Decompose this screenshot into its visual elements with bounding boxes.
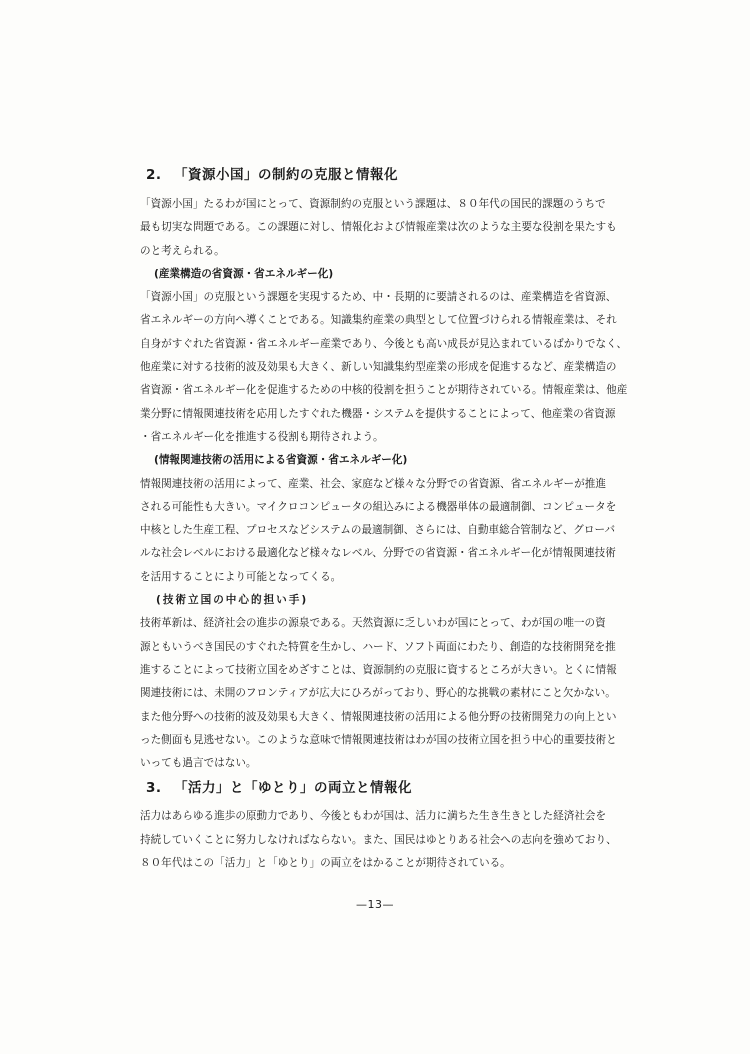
section-2-number: 2. — [146, 167, 162, 183]
text-line: 自身がすぐれた省資源・省エネルギー産業であり、今後とも高い成長が見込まれているばかりでなく、 — [140, 337, 628, 350]
text-line: 業分野に情報関連技術を応用したすぐれた機器・システムを提供することによって、他産業の省資源 — [140, 407, 616, 420]
section-2-title: 「資源小国」の制約の克服と情報化 — [174, 167, 398, 183]
text-line: ルな社会レベルにおける最適化など様々なレベル、分野での省資源・省エネルギー化が情報関連技術 — [140, 547, 616, 560]
text-line: ８０年代はこの「活力」と「ゆとり」の両立をはかることが期待されている。 — [140, 857, 511, 870]
text-line: 進することによって技術立国をめざすことは、資源制約の克服に資するところが大きい。とくに情報 — [140, 663, 617, 676]
text-line: を活用することにより可能となってくる。 — [140, 570, 342, 583]
text-line: される可能性も大きい。マイクロコンピュータの組込みによる機器単体の最適制御、コンピュータを — [140, 500, 617, 513]
text-line: 情報関連技術の活用によって、産業、社会、家庭など様々な分野での省資源、省エネルギーが推進 — [140, 477, 606, 490]
text-line: 最も切実な問題である。この課題に対し、情報化および情報産業は次のような主要な役割を果たすも — [140, 221, 617, 234]
text-line: また他分野への技術的波及効果も大きく、情報関連技術の活用による他分野の技術開発力の向上とい — [140, 710, 617, 723]
subheading-info-tech-utilization: (情報関連技術の活用による省資源・省エネルギー化) — [154, 454, 408, 467]
section-3-number: 3. — [146, 780, 162, 797]
section-3-heading — [140, 776, 635, 796]
paragraph-industrial-structure — [140, 286, 635, 449]
text-line: 関連技術には、未開のフロンティアが広大にひろがっており、野心的な挑戦の素材にこと欠かない。 — [140, 687, 616, 700]
paragraph-tech-nation — [140, 612, 635, 775]
text-line: いっても過言ではない。 — [140, 757, 257, 770]
text-line: 「資源小国」たるわが国にとって、資源制約の克服という課題は、８０年代の国民的課題のうちで — [140, 198, 606, 210]
page-content — [140, 163, 635, 875]
text-line: 省資源・省エネルギー化を促進するための中核的役割を担うことが期待されている。情報産業は、他産 — [140, 384, 628, 397]
text-line: ・省エネルギー化を推進する役割も期待されよう。 — [140, 430, 384, 443]
section-3-paragraph — [140, 805, 635, 875]
text-line: 他産業に対する技術的波及効果も大きく、新しい知識集約型産業の形成を促進するなど、産業構造の — [140, 361, 617, 374]
text-line: 源ともいうべき国民のすぐれた特質を生かし、ハード、ソフト両面にわたり、創造的な技術開発を推 — [140, 640, 616, 653]
page-number: —13— — [356, 898, 394, 911]
subheading-industrial-structure: (産業構造の省資源・省エネルギー化) — [154, 267, 334, 280]
text-line: 技術革新は、経済社会の進歩の源泉である。天然資源に乏しいわが国にとって、わが国の唯一の資 — [140, 617, 606, 630]
text-line: 省エネルギーの方向へ導くことである。知識集約産業の典型として位置づけられる情報産業は、それ — [140, 314, 617, 327]
text-line: 中核とした生産工程、プロセスなどシステムの最適制御、さらには、自動車総合管制など、グローバ — [140, 524, 616, 537]
paragraph-info-tech-utilization — [140, 473, 635, 589]
section-2-heading — [140, 163, 635, 183]
section-2-intro — [140, 193, 635, 263]
text-line: のと考えられる。 — [140, 244, 225, 257]
subheading-tech-nation: (技術立国の中心的担い手) — [156, 594, 309, 607]
text-line: 「資源小国」の克服という課題を実現するため、中・長期的に要請されるのは、産業構造を省資源、 — [140, 291, 617, 304]
section-3-title: 「活力」と「ゆとり」の両立と情報化 — [174, 780, 412, 797]
text-line: 活力はあらゆる進歩の原動力であり、今後ともわが国は、活力に満ちた生き生きとした経済社会を — [140, 810, 607, 823]
text-line: った側面も見逃せない。このような意味で情報関連技術はわが国の技術立国を担う中心的重要技術と — [140, 733, 617, 746]
text-line: 持続していくことに努力しなければならない。また、国民はゆとりある社会への志向を強めており、 — [140, 833, 617, 846]
